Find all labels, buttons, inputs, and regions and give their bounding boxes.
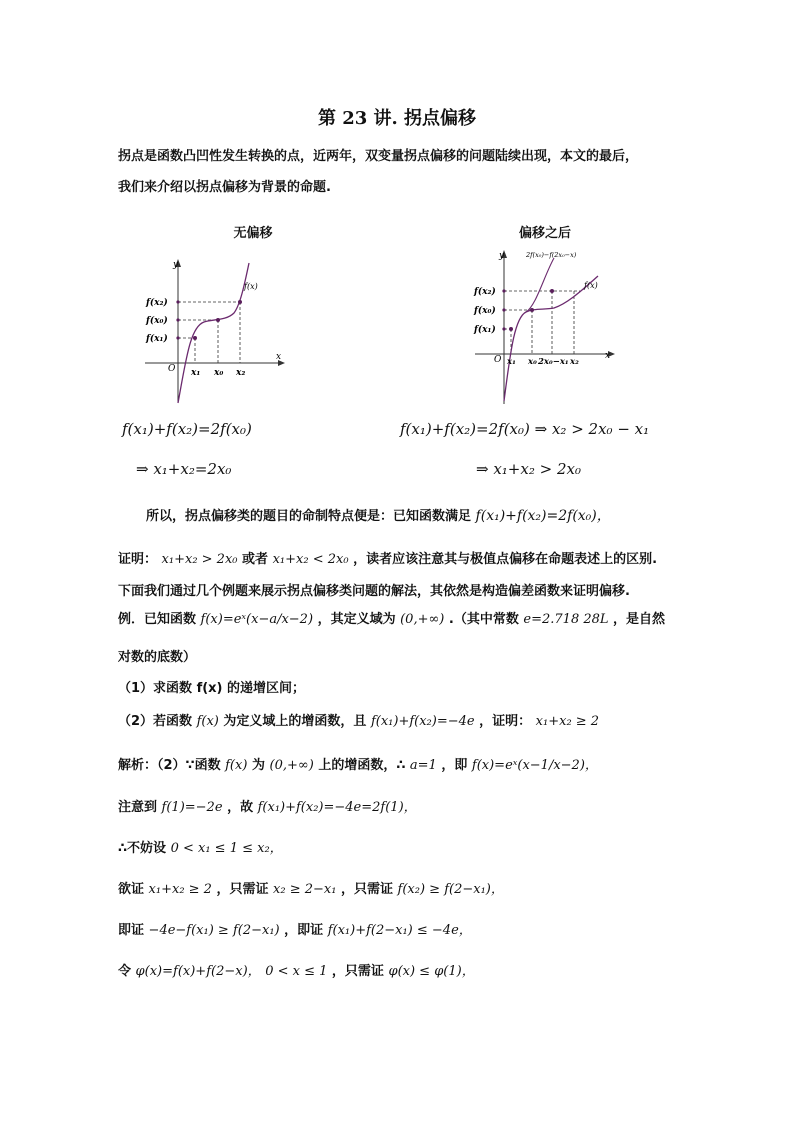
x-axis-label: x (605, 351, 611, 361)
p1-text: 所以，拐点偏移类的题目的命制特点便是：已知函数满足 (146, 509, 472, 524)
graph-right-title: 偏移之后 (518, 226, 571, 241)
s1-m1: f(x) (225, 758, 248, 773)
solution-line-6 (118, 960, 475, 979)
question-2 (118, 710, 599, 729)
solution-line-4 (118, 878, 504, 897)
origin-label: O (168, 364, 176, 374)
q2-a: （2）若函数 (118, 714, 193, 729)
origin-label: O (494, 355, 502, 365)
example-const: e=2.718 28L (523, 612, 609, 627)
y-axis-label: y (499, 251, 505, 261)
p2-label: 证明： (118, 552, 158, 567)
solution-line-3 (118, 837, 283, 856)
intro-line-2: 我们来介绍以拐点偏移为背景的命题. (118, 180, 331, 195)
s5-a: 即证 (118, 923, 145, 938)
example-function: f(x)=eˣ(x−a/x−2) (200, 612, 314, 627)
s3-m: 0 < x₁ ≤ 1 ≤ x₂， (170, 841, 283, 856)
s1-d: ，即 (441, 758, 468, 773)
q2-m2: f(x₁)+f(x₂)=−4e (370, 714, 475, 729)
s2-m1: f(1)=−2e (161, 800, 223, 815)
s4-m1: x₁+x₂ ≥ 2 (148, 882, 212, 897)
s5-m1: −4e−f(x₁) ≥ f(2−x₁) (148, 923, 280, 938)
curve-label: f(x) (584, 281, 598, 290)
s4-m2: x₂ ≥ 2−x₁ (273, 882, 337, 897)
q2-b: 为定义域上的增函数，且 (223, 714, 367, 729)
x-axis-label: x (276, 352, 282, 362)
s6-b: ，只需证 (331, 964, 384, 979)
x-label-2x0-x1: 2x₀−x₁ (538, 357, 569, 367)
p2-math1: x₁+x₂ > 2x₀ (161, 552, 238, 567)
example-line (118, 608, 665, 627)
y-axis-label: y (173, 260, 179, 270)
y-label-fx0: f(x₀) (474, 306, 496, 316)
body-p3: 下面我们通过几个例题来展示拐点偏移类问题的解法，其依然是构造偏差函数来证明偏移. (118, 584, 630, 599)
y-label-fx2: f(x₂) (146, 298, 168, 308)
p2-math2: x₁+x₂ < 2x₀ (272, 552, 349, 567)
s6-m2: 0 < x ≤ 1 (265, 964, 328, 979)
s5-b: ，即证 (284, 923, 324, 938)
page-title: 第 23 讲. 拐点偏移 (317, 108, 477, 129)
q2-m1: f(x) (196, 714, 219, 729)
example-suffix: ，是自然 (613, 612, 666, 627)
s4-c: ，只需证 (341, 882, 394, 897)
s4-b: ，只需证 (216, 882, 269, 897)
p2-text: ，读者应该注意其与极值点偏移在命题表述上的区别. (353, 552, 658, 567)
intro-line-1: 拐点是函数凸凹性发生转换的点，近两年，双变量拐点偏移的问题陆续出现，本文的最后， (118, 149, 639, 164)
question-1: （1）求函数 f(x) 的递增区间； (118, 681, 306, 696)
s2-a: 注意到 (118, 800, 158, 815)
q2-m3: x₁+x₂ ≥ 2 (535, 714, 600, 729)
x-label-x1: x₁ (507, 357, 516, 367)
left-equation: f(x₁)+f(x₂)=2f(x₀) (122, 420, 252, 438)
body-p2 (118, 548, 657, 567)
top-curve-label: 2f(x₀)−f(2x₀−x) (526, 251, 577, 259)
s5-m2: f(x₁)+f(2−x₁) ≤ −4e， (327, 923, 472, 938)
curve-label: f(x) (244, 282, 258, 291)
example-prefix: 例．已知函数 (118, 612, 197, 627)
q2-c: ，证明： (479, 714, 532, 729)
s6-a: 令 (118, 964, 132, 979)
s4-a: 欲证 (118, 882, 145, 897)
x-label-x0: x₀ (528, 357, 537, 367)
right-implication: ⇒ x₁+x₂ > 2x₀ (476, 460, 581, 478)
x-label-x1: x₁ (191, 368, 201, 378)
right-equation: f(x₁)+f(x₂)=2f(x₀) ⇒ x₂ > 2x₀ − x₁ (400, 420, 650, 438)
s1-m3: a=1 (409, 758, 437, 773)
s4-m3: f(x₂) ≥ f(2−x₁)， (397, 882, 504, 897)
s6-m3: φ(x) ≤ φ(1)， (388, 964, 475, 979)
graph-no-offset (140, 255, 290, 405)
y-label-fx1: f(x₁) (146, 334, 168, 344)
graph-left-title: 无偏移 (233, 226, 273, 241)
s3-a: ∴不妨设 (118, 841, 167, 856)
example-line-2: 对数的底数） (118, 650, 197, 665)
p2-or: 或者 (242, 552, 269, 567)
s1-m4: f(x)=eˣ(x−1/x−2)， (471, 758, 598, 773)
x-label-x2: x₂ (236, 368, 246, 378)
y-label-fx2: f(x₂) (474, 287, 496, 297)
p1-math: f(x₁)+f(x₂)=2f(x₀)， (475, 508, 611, 524)
example-domain: (0,+∞) (400, 612, 445, 627)
graph-offset (470, 246, 620, 406)
s2-m2: f(x₁)+f(x₂)=−4e=2f(1)， (257, 800, 417, 815)
y-label-fx1: f(x₁) (474, 325, 496, 335)
s6-m1: φ(x)=f(x)+f(2−x)， (135, 964, 261, 979)
s2-b: ，故 (227, 800, 254, 815)
x-label-x0: x₀ (214, 368, 224, 378)
y-label-fx0: f(x₀) (146, 316, 168, 326)
solution-line-1 (118, 754, 598, 773)
s1-m2: (0,+∞) (269, 758, 314, 773)
example-domain-prefix: ，其定义域为 (317, 612, 396, 627)
example-const-prefix: .（其中常数 (448, 612, 519, 627)
solution-line-2 (118, 796, 417, 815)
s1-a: 解析：（2）∵函数 (118, 758, 221, 773)
solution-line-5 (118, 919, 472, 938)
x-label-x2: x₂ (570, 357, 579, 367)
s1-c: 上的增函数，∴ (318, 758, 406, 773)
s1-b: 为 (251, 758, 265, 773)
left-implication: ⇒ x₁+x₂=2x₀ (136, 460, 232, 478)
body-p1 (146, 505, 611, 525)
